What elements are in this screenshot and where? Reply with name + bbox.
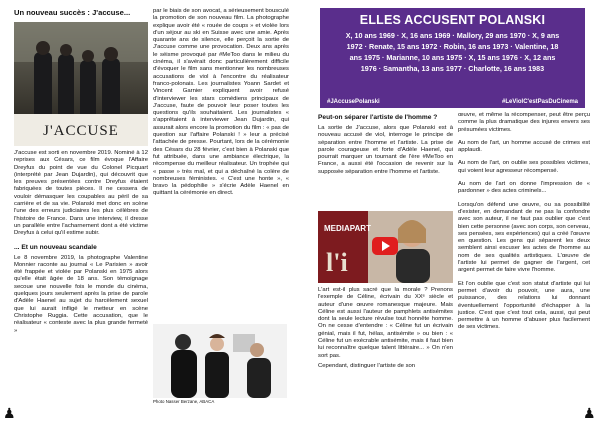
paragraph: Au nom de l'art, un homme accusé de crimes est applaudi.: [458, 139, 590, 154]
paragraph: œuvre, et même la récompenser, peut être perçu comme la plus dramatique des injures envers ses présumées victimes.: [458, 112, 590, 133]
paragraph: Au nom de l'art, on oublie ses possibles victimes, qui voient leur agresseur récompensé.: [458, 160, 590, 174]
left-column-body: [14, 150, 148, 338]
middle-column: [153, 8, 289, 201]
right-column-2: [458, 112, 590, 335]
banner-title: ELLES ACCUSENT POLANSKI: [359, 13, 546, 27]
paragraph: Lorsqu'on défend une œuvre, ou sa possibilité d'exister, en demandant de ne pas la confondre avec son auteur, il ne faut pas oublier que c'est bien cette personne (avec son corps, son cerveau, ses pensées, ses expériences) qui a créé l'œuvre en question. Les gens qui séparent les deux semblent ainsi excuser les actes de l'homme au nom de ses qualités artistiques. L'œuvre de l'artiste lui permet de gagner de l'argent, cet argent permet de faire vivre l'homme.: [458, 201, 590, 274]
svg-text:l'i: l'i: [326, 248, 348, 277]
section-subtitle: ... Et un nouveau scandale: [14, 243, 97, 251]
ceremony-photo: [153, 324, 287, 398]
paragraph: La sortie de J'accuse, alors que Polanski est à nouveau accusé de viol, interroge le principe de séparation entre l'homme et l'artiste. La prise de parole courageuse et forte d'Adèle Haenel, qui pourrait marquer un tournant de l'ère #MeToo en France, a aussi été l'occasion de revenir sur la supposée séparation entre l'homme et l'artiste.: [318, 125, 453, 175]
poster-title: J'ACCUSE: [43, 123, 119, 139]
banner-line: ans 1975 · Marianne, 10 ans 1975 · X, 15 ans 1976 · X, 12 ans: [349, 53, 556, 62]
hashtag: #LeViolC'estPasDuCinema: [501, 99, 578, 105]
paragraph: Cependant, distinguer l'artiste de son: [318, 362, 416, 369]
section-title: Peut-on séparer l'artiste de l'homme ?: [318, 114, 438, 121]
chess-pawn-icon: ♟: [3, 405, 16, 421]
paragraph: J'accuse est sorti en novembre 2019. Nominé à 12 reprises aux Césars, ce film évoque l'Affaire Dreyfus du point de vue du Colonel Picquart (interprété par Jean Dujardin), qui découvrit que les preuves présentées contre Dreyfus étaient fabriquées de toutes pièces. Il ne cessera de vouloir démasquer les coupables au péril de sa carrière et de sa vie. Polanski met donc en scène l'une des erreurs judiciaires les plus célèbres de l'histoire de France. Dans une interview, il dresse un parallèle entre l'acharnement dont a été victime Dreyfus à celui qu'il estime subir.: [14, 150, 148, 237]
video-brand: MEDIAPART: [324, 224, 371, 233]
film-poster: [14, 22, 148, 146]
chess-pawn-icon: ♟: [583, 405, 596, 421]
banner-list: [327, 30, 578, 74]
banner-line: 1976 · Samantha, 13 ans 1977 · Charlotte, 16 ans 1983: [360, 64, 545, 73]
play-icon[interactable]: [372, 237, 398, 255]
article-title: Un nouveau succès : J'accuse...: [14, 8, 131, 17]
banner-line: 1972 · Renate, 15 ans 1972 · Robin, 16 ans 1973 · Valentine, 18: [346, 42, 559, 51]
paragraph: Au nom de l'art on donne l'impression de « pardonner » des actes criminels...: [458, 181, 590, 195]
right-column-1: [318, 112, 453, 179]
banner-line: X, 10 ans 1969 · X, 16 ans 1969 · Mallory, 29 ans 1970 · X, 9 ans: [345, 31, 560, 40]
video-embed[interactable]: [318, 211, 453, 283]
left-column: [14, 8, 148, 20]
right-column-1-body: [318, 287, 453, 373]
photo-caption: Photo Nasser Berzane, ABACA: [153, 399, 215, 404]
paragraph: par le biais de son avocat, a sérieusement bousculé la promotion de son nouveau film. La photographe explique avoir été « rouée de coups » et violée lors d'un séjour au ski en Suisse avec une amie. Après quarante ans de silence, elle perçoit la sortie de J'accuse comme une provocation. Deux ans après le séisme provoqué par #MeToo dans le milieu du cinéma, il s'avérait donc particulièrement difficile d'évoquer le film sans mentionner les nombreuses accusations de viol à l'encontre du réalisateur franco-polonais. Les journalistes Yoann Sardet et Vincent Garnier expliquent avoir refusé d'interviewer les stars comédiens principaux de J'accuse, faute de pouvoir leur poser toutes les questions qu'ils souhaitaient. Les journalistes « s'apprêtaient à interviewer Jean Dujardin, qui assurait alors encore la promotion du film : « pas de question sur l'affaire Polanski ! » leur a précisé l'attachée de presse. Pourtant, lors de la cérémonie des Césars du 28 février, c'est bien à Polanski que fut attribuée, dans une ambiance électrique, la récompense du meilleur réalisateur. Un trophée qui « passe » très mal, et qui a déchaîné la colère de nombreuses féministes. « C'est une honte », « bravo la pédophilie » s'écrie Adèle Haenel en quittant la cérémonie en direct.: [153, 8, 289, 197]
paragraph: Le 8 novembre 2019, la photographe Valentine Monnier raconte au journal « Le Parisien » avoir été frappée et violée par Polanski en 1975 alors qu'elle était âgée de 18 ans. Son témoignage secoue une nouvelle fois le monde du cinéma, quelques jours seulement après la prise de parole d'Adèle Haenel au sujet du harcèlement sexuel que lui aurait infligé le metteur en scène Christophe Ruggia. Cette accusation, que le réalisateur « conteste avec la plus grande fermeté »: [14, 254, 148, 334]
paragraph: L'art est-il plus sacré que la morale ? Prenons l'exemple de Céline, écrivain du XXᵉ siècle et auteur d'une œuvre romanesque majeure. Mais Céline est aussi l'auteur de pamphlets antisémites dont la seule lecture révulse tout honnête homme. On ne cesse d'entendre : « Céline fut un écrivain génial, mais il fut, hélas, antisémite » ou bien : « Céline fut un exécrable antisémite, mais il faut bien lui reconnaître quelque talent littéraire... » On n'en sort pas.: [318, 287, 453, 359]
hashtag: #JAccusePolanski: [327, 99, 380, 105]
banner-hashtags: [327, 99, 578, 105]
accusers-banner: [320, 8, 585, 108]
paragraph: Et l'on oublie que c'est son statut d'artiste qui lui permet d'avoir du pouvoir, une aura, une puissance, des relations lui donnant éventuellement l'opportunité d'échapper à la justice. C'est que c'est tout cela, aussi, qui peut permettre à un homme d'abuser plus facilement de ses victimes.: [458, 280, 590, 331]
